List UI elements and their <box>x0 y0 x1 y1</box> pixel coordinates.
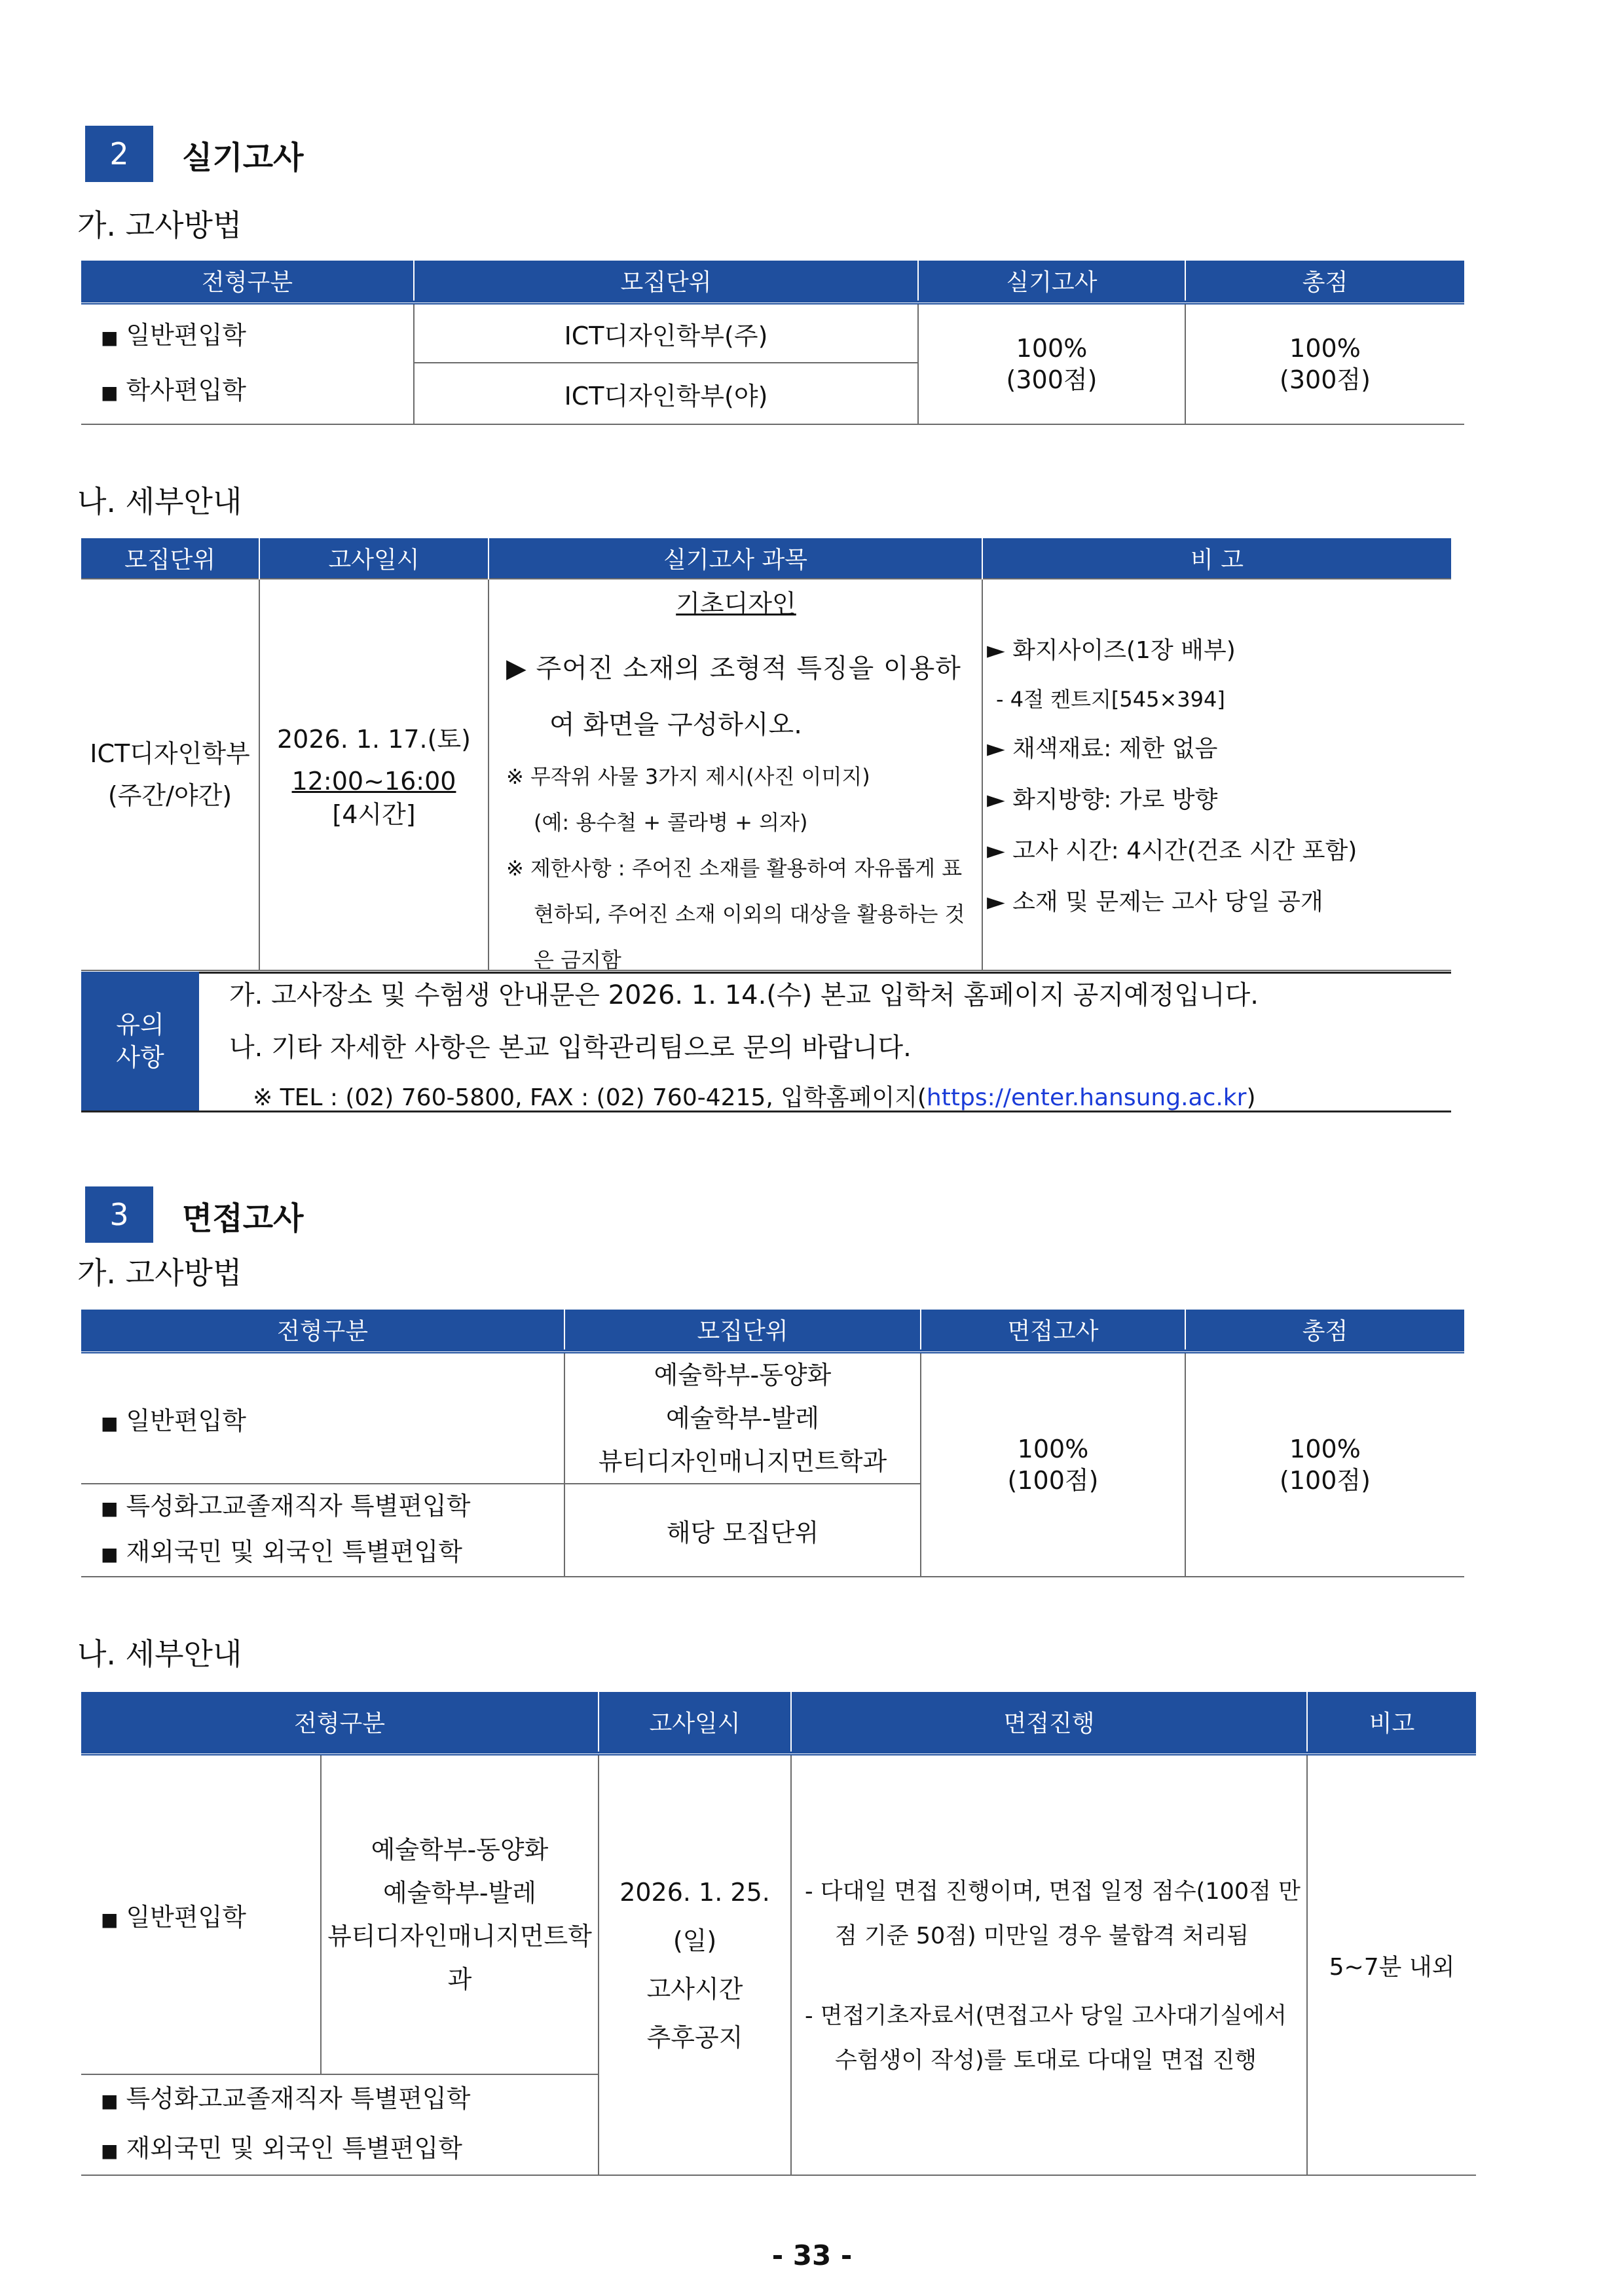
type-label: 재외국민 및 외국인 특별편입학 <box>126 2134 462 2163</box>
col-header: 전형구분 <box>81 1692 599 1753</box>
task-line-2: 여 화면을 구성하시오. <box>549 710 802 740</box>
exam-percent: 100% <box>1017 1435 1089 1463</box>
col-header: 고사일시 <box>259 538 489 579</box>
type-cell <box>81 1753 321 2074</box>
process-line: - 면접기초자료서(면접고사 당일 고사대기실에서 <box>805 2003 1287 2029</box>
black-square-bullet-icon: ■ <box>101 1412 119 1434</box>
s2-remarks-cell <box>982 579 1451 970</box>
task-line-1: ▶ 주어진 소재의 조형적 특징을 이용하 <box>506 653 961 684</box>
exam-percent: 100% <box>1016 334 1088 363</box>
note1-line-1: ※ 무작위 사물 3가지 제시(사진 이미지) <box>506 764 870 789</box>
col-header: 전형구분 <box>81 1310 564 1351</box>
note1-line-2: (예: 용수철 + 콜라병 + 의자) <box>534 810 808 835</box>
s3-b-heading: 나. 세부안내 <box>77 1636 242 1672</box>
black-square-bullet-icon: ■ <box>101 2090 119 2112</box>
caution-label-line: 사항 <box>116 1043 164 1072</box>
type-label: 특성화고교졸재직자 특별편입학 <box>126 1492 471 1520</box>
col-header: 면접진행 <box>791 1692 1307 1753</box>
unit-line: (주간/야간) <box>107 781 232 810</box>
process-line: 수험생이 작성)를 토대로 다대일 면접 진행 <box>835 2047 1257 2074</box>
black-square-bullet-icon: ■ <box>101 1497 119 1519</box>
section-number-3: 3 <box>85 1186 153 1243</box>
note2-line-3: 은 금지함 <box>534 947 621 972</box>
caution-label <box>81 972 199 1111</box>
s3-remark-cell: 5~7분 내외 <box>1307 1753 1476 2175</box>
s2-date-cell <box>259 579 489 970</box>
remark-item: ► 고사 시간: 4시간(건조 시간 포함) <box>987 837 1357 864</box>
exam-time: 고사시간 <box>646 1975 743 2004</box>
col-header: 비고 <box>1307 1692 1476 1753</box>
admission-homepage-link[interactable]: https://enter.hansung.ac.kr <box>926 1084 1247 1111</box>
remark-item: ► 화지방향: 가로 방향 <box>987 786 1218 813</box>
black-square-bullet-icon: ■ <box>101 327 119 348</box>
exam-time: 12:00~16:00 <box>291 767 456 796</box>
s3-detail-table <box>81 1692 1476 2176</box>
total-points: (300점) <box>1280 365 1371 394</box>
contact-text: ) <box>1246 1084 1256 1111</box>
s3-exam-cell <box>921 1351 1185 1577</box>
col-header: 모집단위 <box>81 538 259 579</box>
black-square-bullet-icon: ■ <box>101 1908 119 1930</box>
s2-b-heading: 나. 세부안내 <box>77 484 242 519</box>
col-header: 고사일시 <box>599 1692 791 1753</box>
s2-a-heading: 가. 고사방법 <box>77 208 242 243</box>
type-cell <box>81 1484 564 1577</box>
unit-line: 예술학부-발레 <box>383 1879 536 1907</box>
black-square-bullet-icon: ■ <box>101 382 119 403</box>
section-title-3: 면접고사 <box>182 1200 304 1237</box>
unit-line: 예술학부-동양화 <box>654 1361 832 1389</box>
exam-date: 2026. 1. 25.(일) <box>619 1878 770 1955</box>
remark-item: ► 채색재료: 제한 없음 <box>987 735 1218 762</box>
s3-process-cell <box>791 1753 1307 2175</box>
remark-item: ► 소재 및 문제는 고사 당일 공개 <box>987 889 1323 915</box>
type-label: 일반편입학 <box>126 1902 247 1932</box>
unit-cell: ICT디자인학부(야) <box>414 363 918 424</box>
s3-method-table <box>81 1310 1464 1577</box>
total-percent: 100% <box>1289 1435 1361 1463</box>
black-square-bullet-icon: ■ <box>101 2140 119 2161</box>
unit-line: 뷰티디자인매니지먼트학과 <box>598 1447 887 1476</box>
process-line: 점 기준 50점) 미만일 경우 불합격 처리됨 <box>835 1923 1249 1949</box>
total-percent: 100% <box>1289 334 1361 363</box>
process-line: - 다대일 면접 진행이며, 면접 일정 점수(100점 만 <box>805 1879 1301 1905</box>
unit-cell: ICT디자인학부(주) <box>414 303 918 363</box>
subject-title: 기초디자인 <box>676 589 796 618</box>
contact-line <box>253 1079 1256 1112</box>
caution-top-rule <box>199 972 1451 974</box>
page-number: - 33 - <box>771 2239 853 2271</box>
unit-line: ICT디자인학부 <box>90 739 250 768</box>
unit-line: 뷰티디자인매니지먼트학과 <box>327 1922 592 1994</box>
s2-types-cell <box>81 303 414 424</box>
col-header: 총점 <box>1185 261 1464 303</box>
col-header: 비 고 <box>982 538 1451 579</box>
type-label: 일반편입학 <box>126 321 247 350</box>
note2-line-1: ※ 제한사항 : 주어진 소재를 활용하여 자유롭게 표 <box>506 856 963 881</box>
exam-time: 추후공지 <box>646 2023 743 2052</box>
caution-line-2: 나. 기타 자세한 사항은 본교 입학관리팀으로 문의 바랍니다. <box>229 1033 912 1063</box>
black-square-bullet-icon: ■ <box>101 1543 119 1565</box>
caution-label-line: 유의 <box>116 1010 164 1039</box>
type-cell <box>81 2074 599 2175</box>
col-header: 전형구분 <box>81 261 414 303</box>
exam-date: 2026. 1. 17.(토) <box>277 725 471 754</box>
type-label: 특성화고교졸재직자 특별편입학 <box>126 2084 471 2113</box>
section-number-2: 2 <box>85 126 153 182</box>
section-title-2: 실기고사 <box>182 139 304 176</box>
col-header: 모집단위 <box>564 1310 921 1351</box>
exam-duration: [4시간] <box>332 800 416 829</box>
s2-detail-table <box>81 538 1451 971</box>
s3-total-cell <box>1185 1351 1464 1577</box>
type-label: 학사편입학 <box>126 376 247 405</box>
exam-points: (100점) <box>1007 1466 1099 1495</box>
type-label: 재외국민 및 외국인 특별편입학 <box>126 1537 462 1566</box>
s2-unit-cell <box>81 579 259 970</box>
s2-subject-cell <box>489 579 982 970</box>
col-header: 모집단위 <box>414 261 918 303</box>
remark-item: ► 화지사이즈(1장 배부) <box>987 637 1236 664</box>
total-points: (100점) <box>1280 1466 1371 1495</box>
exam-points: (300점) <box>1006 365 1098 394</box>
s3-date-cell <box>599 1753 791 2175</box>
unit-cell: 해당 모집단위 <box>564 1484 921 1577</box>
s3-a-heading: 가. 고사방법 <box>77 1255 242 1291</box>
contact-text: ※ TEL : (02) 760-5800, FAX : (02) 760-4215, 입학홈페이지( <box>253 1084 927 1111</box>
caution-line-1: 가. 고사장소 및 수험생 안내문은 2026. 1. 14.(수) 본교 입학처 홈페이지 공지예정입니다. <box>229 980 1259 1010</box>
remark-item: - 4절 켄트지[545×394] <box>996 687 1225 712</box>
s2-total-cell <box>1185 303 1464 424</box>
unit-line: 예술학부-동양화 <box>371 1835 549 1864</box>
col-header: 실기고사 <box>918 261 1185 303</box>
col-header: 실기고사 과목 <box>489 538 982 579</box>
type-cell <box>81 1351 564 1484</box>
col-header: 면접고사 <box>921 1310 1185 1351</box>
col-header: 총점 <box>1185 1310 1464 1351</box>
s2-exam-cell <box>918 303 1185 424</box>
units-cell <box>564 1351 921 1484</box>
units-cell <box>321 1753 599 2074</box>
type-label: 일반편입학 <box>126 1406 247 1435</box>
note2-line-2: 현하되, 주어진 소재 이외의 대상을 활용하는 것 <box>534 902 965 927</box>
s2-method-table <box>81 261 1464 425</box>
unit-line: 예술학부-발레 <box>666 1404 819 1433</box>
